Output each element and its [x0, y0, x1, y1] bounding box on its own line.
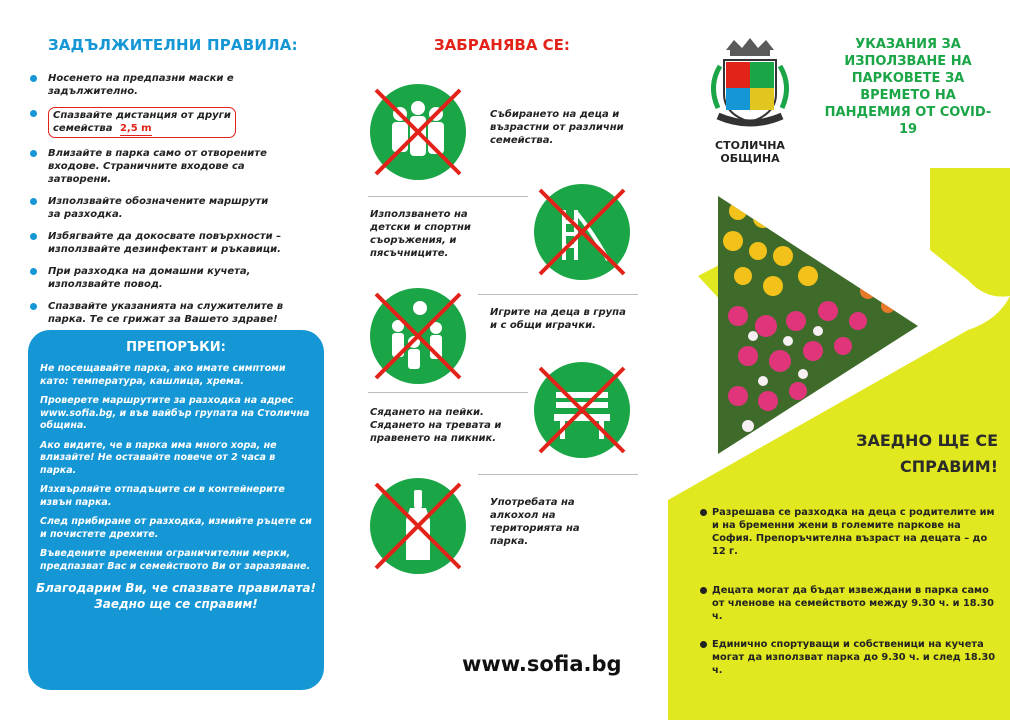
distance-label: 2,5 m	[119, 123, 152, 134]
rule-text: Избягвайте да докосвате повърхности – използвайте дезинфектант и ръкавици.	[48, 231, 282, 255]
bullet-icon	[30, 110, 37, 117]
municipality-name: СТОЛИЧНА ОБЩИНА	[715, 139, 785, 165]
recommendation-item: Ако видите, че в парка има много хора, не влизайте! Не оставайте повече от 2 часа в парка.	[40, 439, 277, 476]
divider	[478, 294, 638, 295]
bullet-icon	[30, 268, 37, 275]
together-slogan: ЗАЕДНО ЩЕ СЕ СПРАВИМ!	[856, 431, 998, 476]
park-bench-icon	[534, 362, 630, 458]
bullet-icon	[30, 198, 37, 205]
rule-text: Спазвайте дистанция от други семейства	[53, 110, 231, 134]
recommendation-item: Изхвърляйте отпадъците си в контейнерите извън парка.	[40, 484, 285, 508]
bullet-icon	[30, 303, 37, 310]
recommendation-item: Въведените временни ограничителни мерки, предпазват Вас и семейството Ви от заразяване.	[40, 548, 311, 572]
forbidden-text: Използването на детски и спортни съоръжения, и пясъчниците.	[370, 209, 471, 259]
info-text: Децата могат да бъдат извеждани в парка само от членове на семейството между 9.30 ч. и 18.30 ч.	[712, 585, 994, 622]
rule-text: Носенето на предпазни маски е задължително.	[48, 73, 234, 97]
recommendations-box	[28, 330, 324, 690]
recommendation-item: Проверете маршрутите за разходка на адрес www.sofia.bg, и във вайбър групата на Столична община.	[40, 395, 310, 431]
rules-list	[30, 72, 322, 335]
brochure-title: УКАЗАНИЯ ЗА ИЗПОЛЗВАНЕ НА ПАРКОВЕТЕ ЗА ВРЕМЕТО НА ПАНДЕМИЯ ОТ COVID-19	[824, 37, 992, 137]
bullet-icon	[700, 641, 707, 648]
bullet-icon	[30, 233, 37, 240]
playground-slide-icon	[534, 184, 630, 280]
forbidden-text: Употребата на алкохол на територията на парка.	[490, 497, 580, 547]
info-item	[700, 584, 998, 623]
flowers-photo	[718, 196, 918, 454]
bullet-icon	[30, 150, 37, 157]
forbidden-text: Игрите на деца в група и с общи играчки.	[490, 307, 626, 331]
bullet-icon	[700, 509, 707, 516]
cover-column	[668, 0, 1010, 720]
coat-of-arms-icon	[704, 36, 796, 132]
forbidden-column	[338, 0, 668, 720]
rule-text: Влизайте в парка само от отворените входове. Страничните входове са затворени.	[48, 148, 267, 185]
rules-title: ЗАДЪЛЖИТЕЛНИ ПРАВИЛА:	[48, 36, 298, 54]
website-url: www.sofia.bg	[462, 652, 622, 676]
rule-item	[30, 265, 280, 291]
rule-item	[30, 195, 270, 221]
rule-text: Използвайте обозначените маршрути за разходка.	[48, 196, 269, 220]
alcohol-bottle-icon	[370, 478, 466, 574]
divider	[368, 196, 528, 197]
divider	[478, 474, 638, 475]
recommendation-item: Не посещавайте парка, ако имате симптоми като: температура, кашлица, хрема.	[40, 363, 286, 387]
rules-column	[0, 0, 330, 720]
info-item	[700, 638, 998, 677]
forbidden-text: Събирането на деца и възрастни от различни семейства.	[490, 109, 624, 146]
forbidden-text: Сядането на пейки. Сядането на тревата и правенето на пикник.	[370, 407, 502, 444]
rule-text: Спазвайте указанията на служителите в парка. Те се грижат за Вашето здраве!	[48, 301, 284, 325]
rule-text: При разходка на домашни кучета, използвайте повод.	[48, 266, 251, 290]
group-of-people-icon	[370, 84, 466, 180]
rule-item	[30, 147, 290, 186]
thanks-message: Благодарим Ви, че спазвате правилата! Заедно ще се справим!	[36, 581, 316, 611]
children-playing-ball-icon	[370, 288, 466, 384]
info-text: Единично спортуващи и собственици на кучета могат да използват парка до 9.30 ч. и след 18.30 ч.	[712, 639, 996, 676]
recommendation-item: След прибиране от разходка, измийте ръцете си и почистете дрехите.	[40, 516, 312, 540]
rule-item-distance	[30, 107, 322, 138]
divider	[368, 392, 528, 393]
bullet-icon	[700, 587, 707, 594]
info-text: Разрешава се разходка на деца с родителите им и на бременни жени в големите паркове на София. Препоръчителна възраст на децата – до 12 г.	[712, 507, 995, 557]
recommendations-title: ПРЕПОРЪКИ:	[126, 340, 226, 355]
rule-item	[30, 72, 270, 98]
forbidden-title: ЗАБРАНЯВА СЕ:	[434, 36, 570, 54]
rule-text-box	[48, 107, 236, 138]
rule-item	[30, 300, 320, 326]
bullet-icon	[30, 75, 37, 82]
rule-item	[30, 230, 310, 256]
info-item	[700, 506, 998, 558]
